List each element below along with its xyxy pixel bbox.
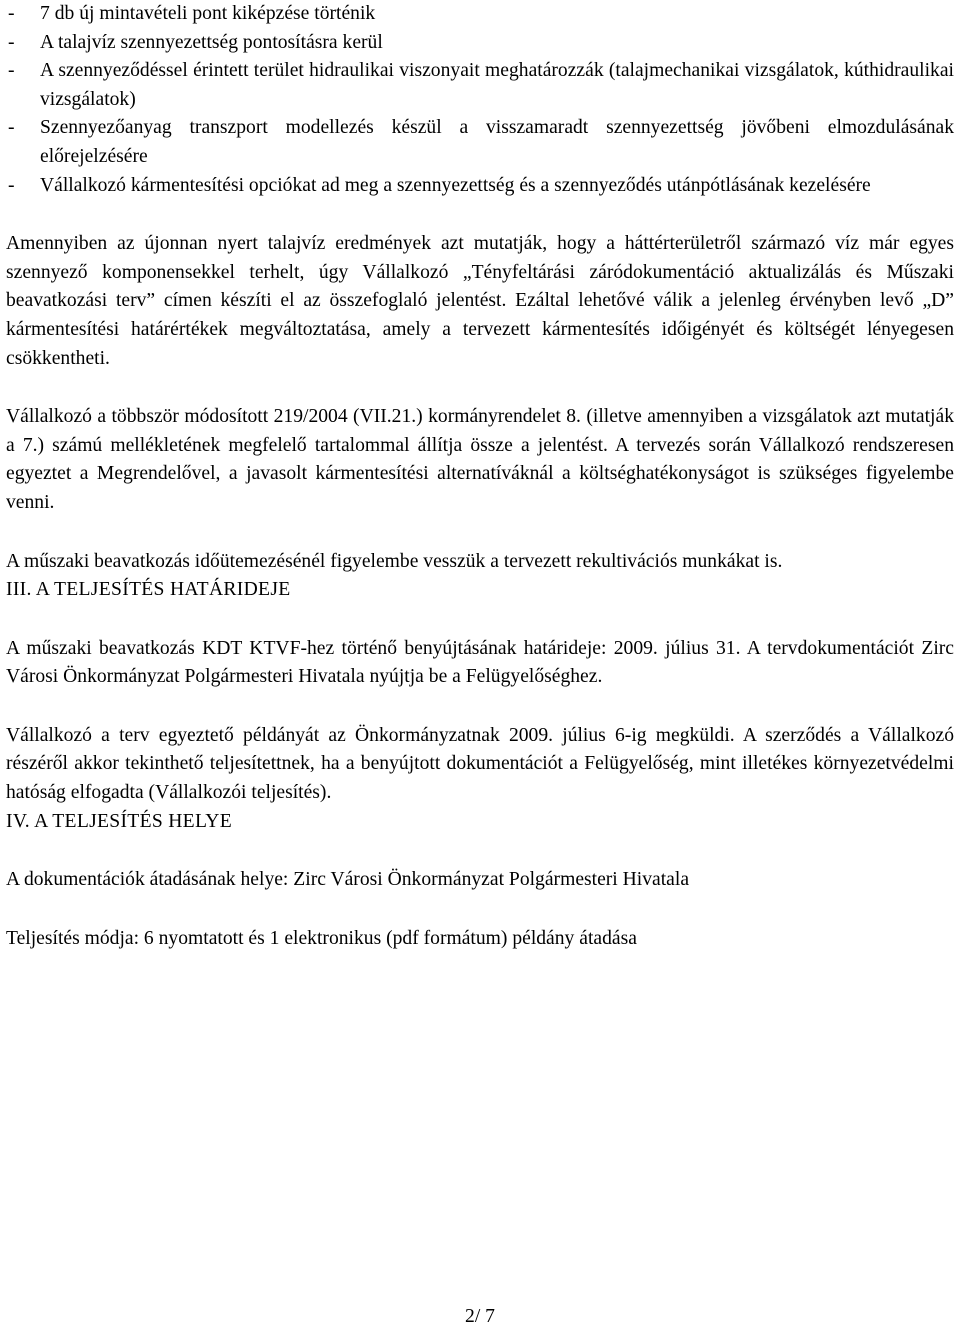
- paragraph-delivery-mode: Teljesítés módja: 6 nyomtatott és 1 elektronikus (pdf formátum) példány átadása: [6, 927, 637, 949]
- document-page: [6, 0, 954, 953]
- list-dash: -: [8, 3, 15, 24]
- paragraph-deadline: A műszaki beavatkozás KDT KTVF-hez történő benyújtásának határideje: 2009. július 31. A tervdokumentációt Zirc Városi Önkormányzat Polgármesteri Hivatala nyújtja be a Felügyelőséghez.: [6, 637, 954, 688]
- paragraph-report-update: Amennyiben az újonnan nyert talajvíz eredmények azt mutatják, hogy a háttérterületről származó víz már egyes szennyező komponensekkel terhelt, úgy Vállalkozó „Tényfeltárási záródokumentáció aktualizálás és Műszaki beavatkozási terv” címen készíti el az összefoglaló jelentést. Ezáltal lehetővé válik a jelenleg érvényben levő „D” kármentesítési határértékek megváltoztatása, amely a tervezett kármentesítés időigényét és költségét lényegesen csökkentheti.: [6, 233, 954, 369]
- paragraph-completion: Vállalkozó a terv egyeztető példányát az Önkormányzatnak 2009. július 6-ig megküldi. A szerződés a Vállalkozó részéről akkor tekinthető teljesítettnek, ha a benyújtott dokumentációt a Felügyelőség, mint illetékes környezetvédelmi hatóság elfogadta (Vállalkozói teljesítés).: [6, 724, 954, 804]
- list-item: [6, 114, 954, 171]
- paragraph-regulation: Vállalkozó a többször módosított 219/2004 (VII.21.) kormányrendelet 8. (illetve amennyiben a vizsgálatok azt mutatják a 7.) számú mellékletének megfelelő tartalommal állítja össze a jelentést. A tervezés során Vállalkozó rendszeresen egyeztet a Megrendelővel, a javasolt kármentesítési alternatíváknál a költséghatékonyságot is szükséges figyelembe venni.: [6, 406, 954, 513]
- list-item-text: Szennyezőanyag transzport modellezés készül a visszamaradt szennyezettség jövőbeni elmozdulásának előrejelzésére: [40, 117, 954, 167]
- list-item-text: A szennyeződéssel érintett terület hidraulikai viszonyait meghatározzák (talajmechanikai vizsgálatok, kúthidraulikai vizsgálatok): [40, 60, 954, 110]
- list-item: [6, 57, 954, 114]
- list-item: [6, 0, 954, 29]
- section-heading-deadline: III. A TELJESÍTÉS HATÁRIDEJE: [6, 579, 291, 601]
- page-number: 2/ 7: [465, 1306, 495, 1327]
- paragraph-recultivation: A műszaki beavatkozás időütemezésénél figyelembe vesszük a tervezett rekultivációs munkákat is.: [6, 550, 783, 572]
- paragraph-location: A dokumentációk átadásának helye: Zirc Városi Önkormányzat Polgármesteri Hivatala: [6, 869, 690, 891]
- list-item-text: 7 db új mintavételi pont kiképzése történik: [40, 3, 376, 24]
- list-dash: -: [8, 60, 15, 82]
- section-heading-location: IV. A TELJESÍTÉS HELYE: [6, 810, 232, 832]
- task-list: [6, 0, 954, 200]
- list-dash: -: [8, 31, 15, 53]
- list-item-text: A talajvíz szennyezettség pontosításra kerül: [40, 31, 383, 53]
- list-item-text: Vállalkozó kármentesítési opciókat ad meg a szennyezettség és a szennyeződés utánpótlásának kezelésére: [40, 174, 871, 196]
- list-item: [6, 172, 954, 201]
- list-item: [6, 29, 954, 58]
- list-dash: -: [8, 117, 15, 139]
- list-dash: -: [8, 174, 15, 196]
